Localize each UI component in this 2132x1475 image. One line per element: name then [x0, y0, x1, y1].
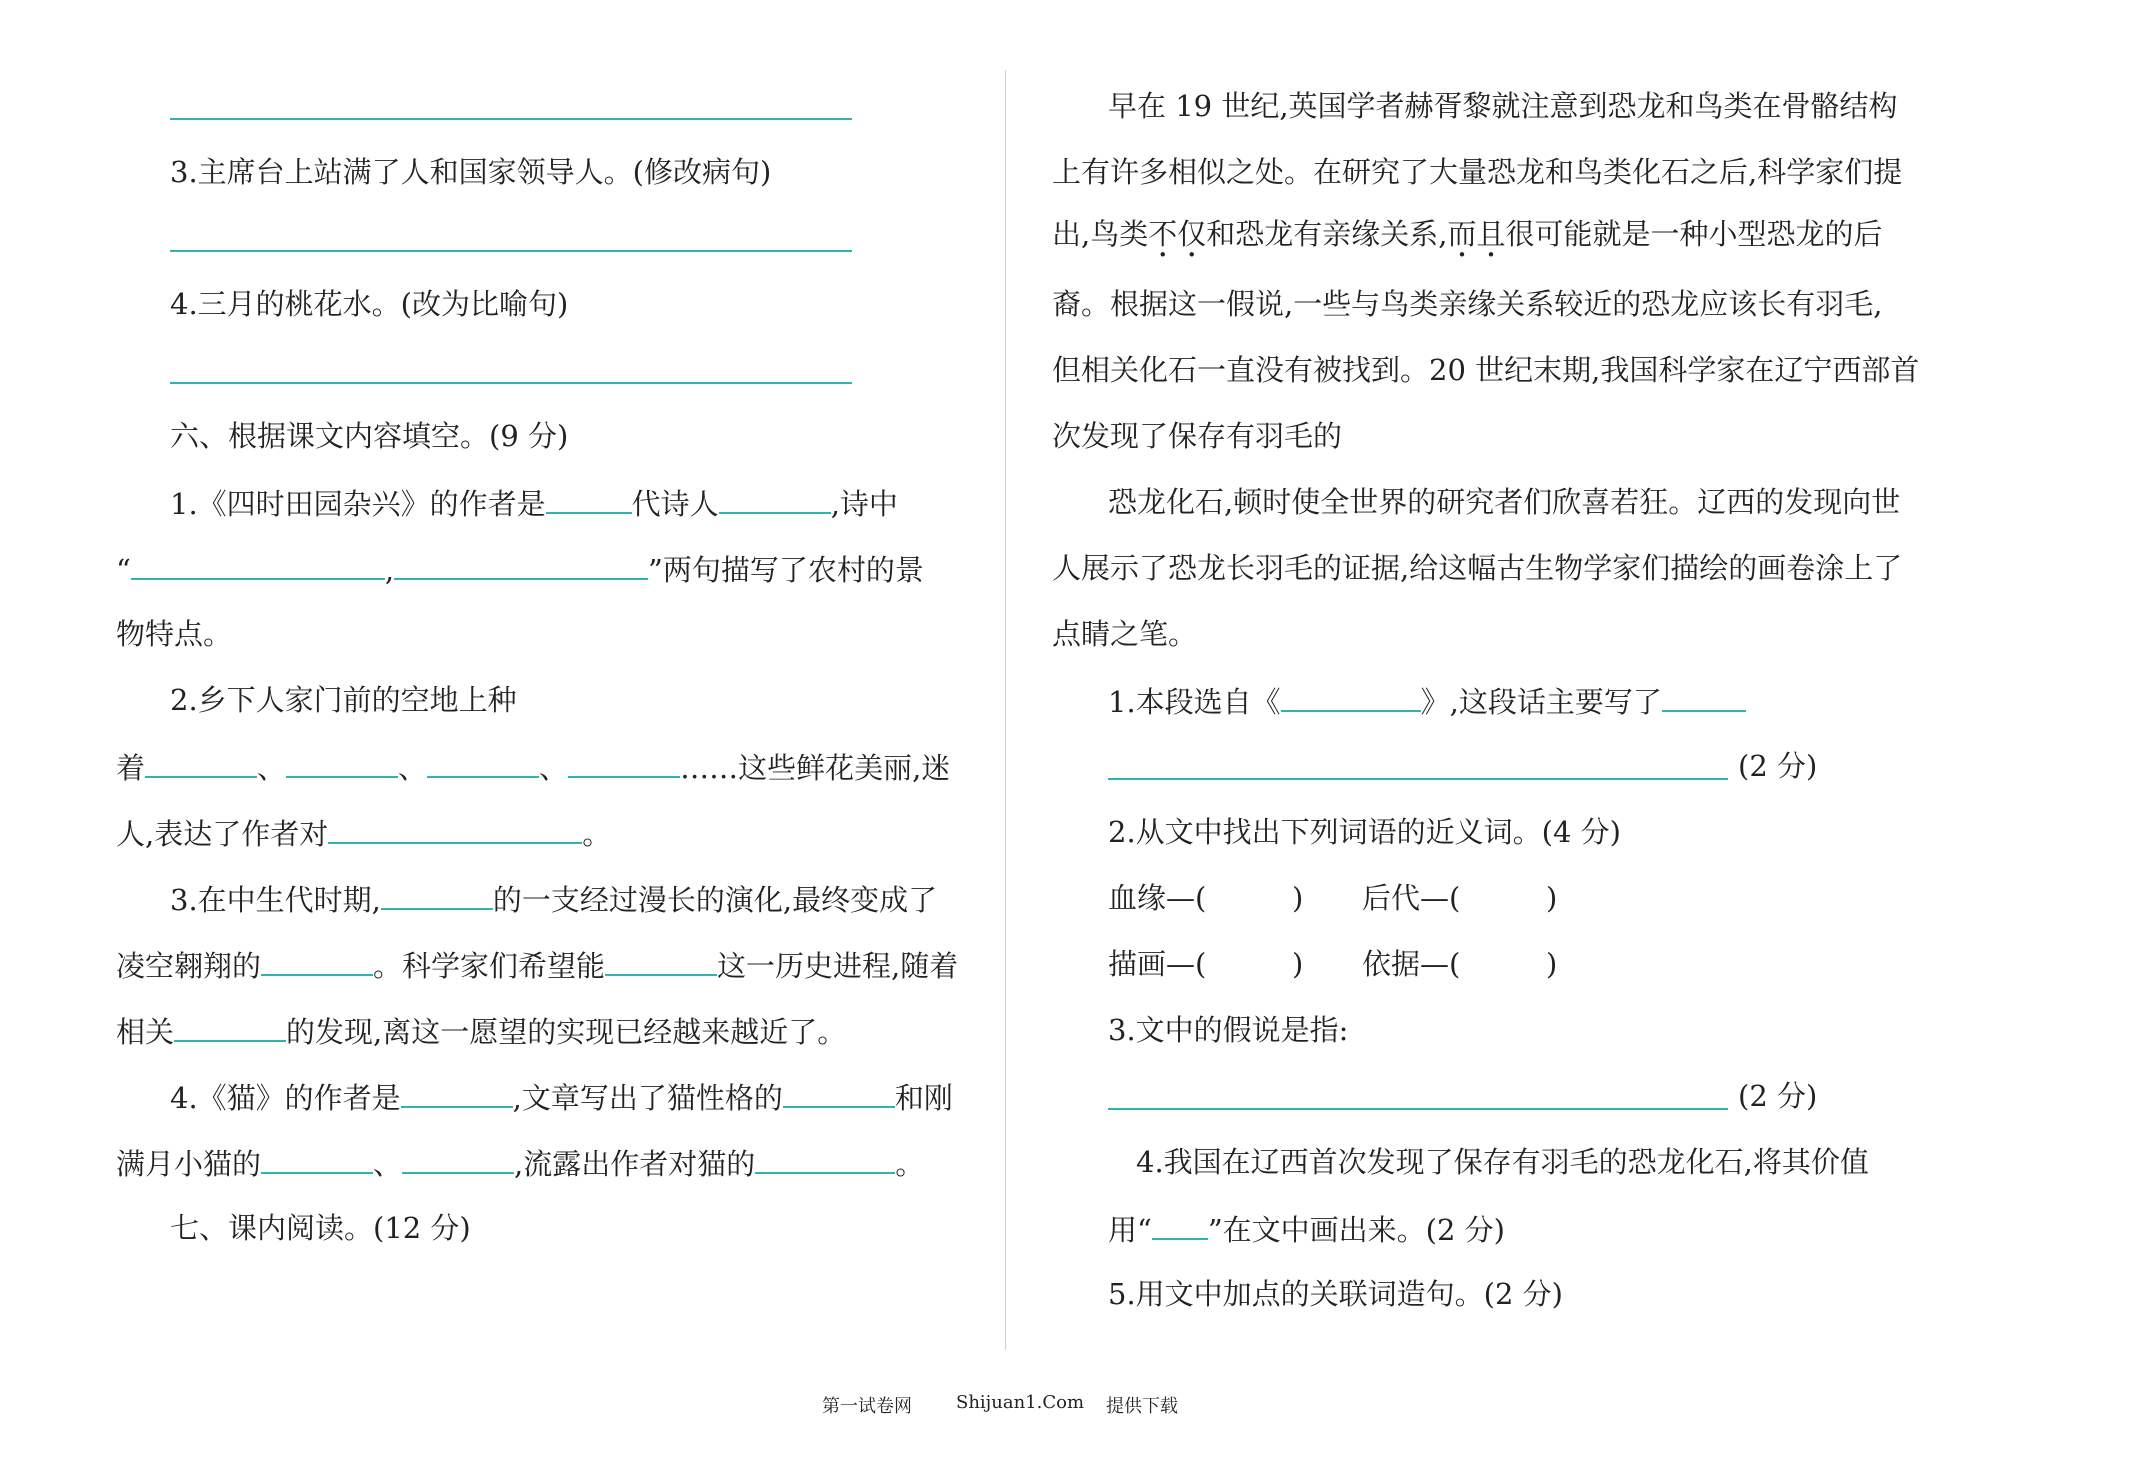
text: 出,鸟类: [1052, 217, 1149, 251]
section-7-title: 七、课内阅读。(12 分): [170, 1211, 471, 1245]
footer-provide: 提供下载: [1106, 1396, 1178, 1417]
passage-line: 点睛之笔。: [1052, 617, 1198, 651]
text: 这一历史进程,随着: [717, 949, 959, 983]
dotted-char: 且: [1476, 217, 1506, 251]
text: 着: [116, 751, 146, 785]
column-divider: [1005, 70, 1006, 1350]
text: 和刚: [894, 1081, 953, 1115]
fill-blank[interactable]: [381, 878, 493, 910]
fill-blank[interactable]: [783, 1076, 895, 1108]
s6-question-2-line1: 2.乡下人家门前的空地上种: [170, 683, 517, 717]
fill-blank[interactable]: [605, 944, 717, 976]
reading-question-1: [1108, 680, 1746, 722]
fill-blank[interactable]: [261, 1142, 373, 1174]
answer-line[interactable]: [1108, 1108, 1728, 1110]
fill-blank[interactable]: [174, 1010, 286, 1042]
text: 。: [582, 817, 612, 851]
text: “: [116, 553, 131, 587]
text: 。: [895, 1147, 925, 1181]
text: 满月小猫的: [116, 1147, 262, 1181]
s6-question-3-line3: [116, 1010, 846, 1052]
fill-blank[interactable]: [401, 1076, 513, 1108]
text: 3.在中生代时期,: [170, 883, 381, 917]
text: ……这些鲜花美丽,迷: [680, 751, 951, 785]
s6-question-4-line1: [170, 1076, 953, 1118]
s6-question-3-line2: [116, 944, 958, 986]
text: 、: [539, 751, 569, 785]
text: 人,表达了作者对: [116, 817, 329, 851]
text: 凌空翱翔的: [116, 949, 262, 983]
text: ,文章写出了猫性格的: [512, 1081, 783, 1115]
reading-question-4: 4.我国在辽西首次发现了保存有羽毛的恐龙化石,将其价值: [1136, 1145, 1869, 1179]
fill-blank[interactable]: [261, 944, 373, 976]
passage-line: 早在 19 世纪,英国学者赫胥黎就注意到恐龙和鸟类在骨骼结构: [1108, 89, 1898, 123]
fill-blank[interactable]: [145, 746, 257, 778]
text: ,诗中: [830, 487, 898, 521]
fill-blank[interactable]: [755, 1142, 895, 1174]
synonym-item: 描画—(: [1108, 947, 1207, 981]
text: 的一支经过漫长的演化,最终变成了: [492, 883, 938, 917]
answer-line[interactable]: [170, 250, 852, 252]
text: 相关: [116, 1015, 175, 1049]
passage-line: 裔。根据这一假说,一些与鸟类亲缘关系较近的恐龙应该长有羽毛,: [1052, 287, 1883, 321]
s6-question-1-line1: [170, 482, 898, 524]
fill-blank[interactable]: [1152, 1208, 1208, 1240]
question-rewrite-3: 3.主席台上站满了人和国家领导人。(修改病句): [170, 155, 772, 189]
fill-blank[interactable]: [568, 746, 680, 778]
fill-blank[interactable]: [402, 1142, 514, 1174]
dotted-char: 仅: [1177, 217, 1207, 251]
fill-blank[interactable]: [546, 482, 632, 514]
answer-line[interactable]: [170, 118, 852, 120]
text: 很可能就是一种小型恐龙的后: [1505, 217, 1883, 251]
s6-question-2-line2: [116, 746, 950, 788]
passage-line: 恐龙化石,顿时使全世界的研究者们欣喜若狂。辽西的发现向世: [1108, 485, 1901, 519]
passage-line: 次发现了保存有羽毛的: [1052, 419, 1343, 453]
reading-question-3: 3.文中的假说是指:: [1108, 1013, 1349, 1047]
reading-question-4-line2: [1108, 1208, 1505, 1250]
dotted-char: 不: [1148, 217, 1178, 251]
text: ,: [384, 553, 395, 587]
reading-question-5: 5.用文中加点的关联词造句。(2 分): [1108, 1277, 1563, 1311]
text: ”在文中画出来。(2 分): [1207, 1213, 1505, 1247]
dotted-char: 而: [1447, 217, 1477, 251]
fill-blank[interactable]: [1281, 680, 1421, 712]
text: 用“: [1108, 1213, 1152, 1247]
s6-question-2-line3: [116, 812, 611, 854]
synonym-item: 依据—(: [1362, 947, 1461, 981]
synonym-paren-close: ): [1546, 947, 1558, 981]
synonym-paren-close: ): [1546, 881, 1558, 915]
answer-line[interactable]: [170, 382, 852, 384]
footer-site-url[interactable]: Shijuan1.Com: [956, 1392, 1085, 1413]
passage-line: 但相关化石一直没有被找到。20 世纪末期,我国科学家在辽宁西部首: [1052, 353, 1920, 387]
text: 1.本段选自《: [1108, 685, 1281, 719]
s6-question-3-line1: [170, 878, 937, 920]
answer-line[interactable]: [1108, 778, 1728, 780]
text: ”两句描写了农村的景: [648, 553, 924, 587]
s6-question-1-line3: 物特点。: [116, 617, 233, 651]
passage-line: [1052, 214, 1883, 254]
passage-line: 人展示了恐龙长羽毛的证据,给这幅古生物学家们描绘的画卷涂上了: [1052, 551, 1903, 585]
score-label: (2 分): [1738, 1079, 1818, 1113]
synonym-item: 后代—(: [1362, 881, 1461, 915]
synonym-item: 血缘—(: [1108, 881, 1207, 915]
reading-question-2: 2.从文中找出下列词语的近义词。(4 分): [1108, 815, 1621, 849]
text: 代诗人: [631, 487, 719, 521]
text: 和恐龙有亲缘关系,: [1206, 217, 1448, 251]
fill-blank[interactable]: [1662, 680, 1746, 712]
text: 》,这段话主要写了: [1420, 685, 1662, 719]
question-rewrite-4: 4.三月的桃花水。(改为比喻句): [170, 287, 569, 321]
text: 。科学家们希望能: [373, 949, 606, 983]
fill-blank[interactable]: [719, 482, 831, 514]
fill-blank[interactable]: [394, 548, 648, 580]
fill-blank[interactable]: [328, 812, 582, 844]
fill-blank[interactable]: [286, 746, 398, 778]
text: 、: [373, 1147, 403, 1181]
score-label: (2 分): [1738, 749, 1818, 783]
text: 、: [257, 751, 287, 785]
text: ,流露出作者对猫的: [514, 1147, 756, 1181]
section-6-title: 六、根据课文内容填空。(9 分): [170, 419, 569, 453]
fill-blank[interactable]: [131, 548, 385, 580]
text: 1.《四时田园杂兴》的作者是: [170, 487, 546, 521]
passage-line: 上有许多相似之处。在研究了大量恐龙和鸟类化石之后,科学家们提: [1052, 155, 1903, 189]
synonym-paren-close: ): [1292, 881, 1304, 915]
text: 4.《猫》的作者是: [170, 1081, 401, 1115]
synonym-paren-close: ): [1292, 947, 1304, 981]
footer-site-name: 第一试卷网: [822, 1396, 912, 1417]
s6-question-4-line2: [116, 1142, 924, 1184]
text: 的发现,离这一愿望的实现已经越来越近了。: [286, 1015, 847, 1049]
s6-question-1-line2: [116, 548, 924, 590]
fill-blank[interactable]: [427, 746, 539, 778]
text: 、: [398, 751, 428, 785]
